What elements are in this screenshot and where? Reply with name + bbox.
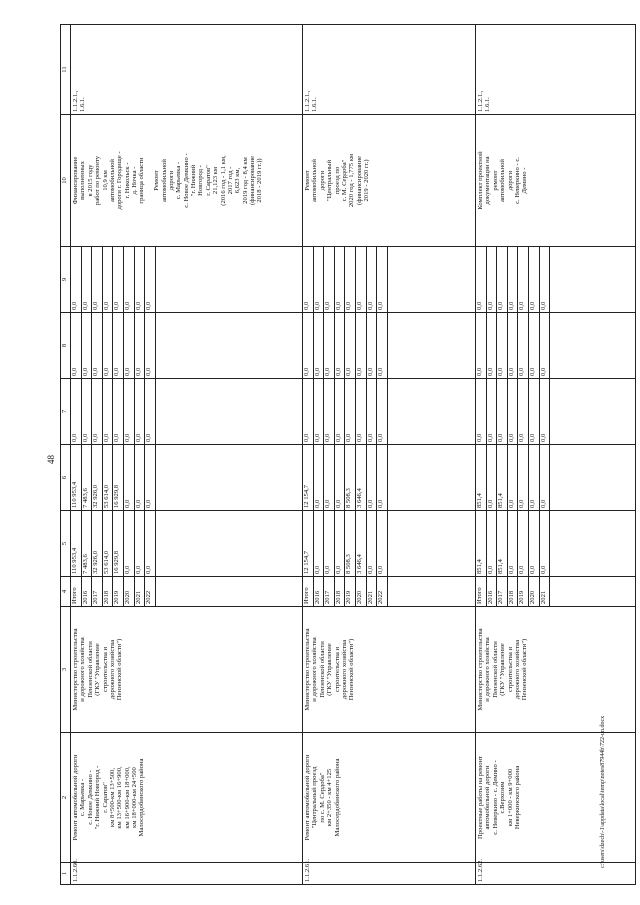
amount-column-7 <box>476 379 636 445</box>
amount-cell: 0,0 <box>507 445 518 510</box>
amount-column-9 <box>476 247 636 313</box>
amount-cell: 0,0 <box>355 247 366 312</box>
related-items: 1.1.2.1., 1.6.1. <box>476 25 636 115</box>
year-cell: Итого <box>476 577 486 606</box>
row-code: 1.1.2.60. <box>71 863 303 885</box>
amount-cell: 0,0 <box>113 247 124 312</box>
year-cell: 2016 <box>486 577 497 606</box>
col-header-9: 9 <box>61 247 71 313</box>
table-row <box>476 25 636 885</box>
amount-cell: 0,0 <box>486 445 497 510</box>
amount-cell: 0,0 <box>507 511 518 576</box>
year-column <box>71 577 303 607</box>
amount-cell: 0,0 <box>145 247 156 312</box>
amount-cell: 0,0 <box>313 511 324 576</box>
year-cell: 2022 <box>377 577 388 606</box>
amount-cell: 0,0 <box>497 247 508 312</box>
amount-cell: 8 508,3 <box>345 511 356 576</box>
col-header-1: 1 <box>61 863 71 885</box>
amount-cell: 0,0 <box>528 445 539 510</box>
amount-cell: 0,0 <box>313 445 324 510</box>
amount-cell: 851,4 <box>476 445 486 510</box>
amount-cell: 0,0 <box>366 313 377 378</box>
related-items: 1.1.2.1., 1.6.1. <box>71 25 303 115</box>
indicator-result: Комплект проектной документации на ремонт автомобильной дороги с. Неверкино - с. Демино - <box>476 115 636 247</box>
executor: Министерство строительства и дорожного хозяйства Пензенской области (ГКУ "Управление строительства и дорожного хозяйства Пензенской области") <box>303 607 476 733</box>
amount-cell: 0,0 <box>134 313 145 378</box>
amount-cell: 0,0 <box>528 313 539 378</box>
amount-column-5 <box>476 511 636 577</box>
amount-cell: 0,0 <box>145 313 156 378</box>
year-cell: 2021 <box>539 577 550 606</box>
amount-cell: 0,0 <box>366 379 377 444</box>
activity-name: Ремонт автомобильной дороги с. Марьевка - с. Новое Демкино - "г. Нижний Новгород - г. Саратов" км 8+500-км 13+500, км 13+500-км 16+900, км 16+900-км 18+000, км 18+000-км 24+500 Малосердобинского района <box>71 733 303 863</box>
amount-cell: 0,0 <box>123 313 134 378</box>
amount-column-6 <box>71 445 303 511</box>
amount-column-6 <box>303 445 476 511</box>
footer-file-path: c:\users\dzech\-1\appdata\local\temp\notes87944b\722-un.docx <box>600 715 606 868</box>
amount-cell: 0,0 <box>303 379 313 444</box>
table-row <box>71 25 303 885</box>
amount-cell: 0,0 <box>71 247 81 312</box>
rotated-table-page <box>60 25 625 885</box>
amount-cell: 0,0 <box>486 313 497 378</box>
amount-cell: 0,0 <box>313 247 324 312</box>
amount-cell: 0,0 <box>145 379 156 444</box>
row-code: 1.1.2.61. <box>303 863 476 885</box>
amount-cell: 0,0 <box>518 247 529 312</box>
amount-column-8 <box>303 313 476 379</box>
year-cell: 2017 <box>92 577 103 606</box>
amount-cell: 0,0 <box>303 313 313 378</box>
amount-cell: 0,0 <box>355 313 366 378</box>
amount-cell: 12 154,7 <box>303 511 313 576</box>
amount-cell: 0,0 <box>377 511 388 576</box>
amount-cell: 8 508,3 <box>345 445 356 510</box>
year-cell: 2019 <box>113 577 124 606</box>
amount-cell: 0,0 <box>377 379 388 444</box>
col-header-2: 2 <box>61 733 71 863</box>
year-cell: 2020 <box>123 577 134 606</box>
amount-cell: 0,0 <box>81 247 92 312</box>
amount-cell: 16 929,8 <box>113 445 124 510</box>
amount-cell: 851,4 <box>497 511 508 576</box>
amount-cell: 53 614,0 <box>102 511 113 576</box>
amount-cell: 0,0 <box>539 445 550 510</box>
year-cell: 2021 <box>366 577 377 606</box>
year-cell: 2016 <box>313 577 324 606</box>
page-number: 48 <box>46 455 56 464</box>
amount-cell: 0,0 <box>71 379 81 444</box>
year-cell: 2022 <box>145 577 156 606</box>
executor: Министерство строительства и дорожного хозяйства Пензенской области (ГКУ "Управление строительства и дорожного хозяйства Пензенской области") <box>476 607 636 733</box>
year-cell: 2016 <box>81 577 92 606</box>
amount-cell: 0,0 <box>476 379 486 444</box>
amount-cell: 0,0 <box>324 379 335 444</box>
amount-cell: 0,0 <box>528 379 539 444</box>
amount-cell: 0,0 <box>539 379 550 444</box>
amount-column-5 <box>71 511 303 577</box>
amount-cell: 0,0 <box>377 247 388 312</box>
activity-name: Проектные работы на ремонт автомобильной дороги с. Неверкино - с. Демино - с.Верхозим км 1+000 - км 9+000 Неверкинского района <box>476 733 636 863</box>
amount-cell: 0,0 <box>507 379 518 444</box>
amount-cell: 0,0 <box>486 379 497 444</box>
amount-cell: 0,0 <box>507 313 518 378</box>
year-cell: 2019 <box>345 577 356 606</box>
amount-cell: 16 929,8 <box>113 511 124 576</box>
year-cell: 2020 <box>355 577 366 606</box>
year-cell: 2021 <box>134 577 145 606</box>
amount-cell: 0,0 <box>102 379 113 444</box>
year-column <box>303 577 476 607</box>
year-cell: 2017 <box>324 577 335 606</box>
col-header-8: 8 <box>61 313 71 379</box>
amount-cell: 0,0 <box>81 379 92 444</box>
amount-cell: 0,0 <box>476 313 486 378</box>
related-items: 1.1.2.1., 1.6.1. <box>303 25 476 115</box>
amount-cell: 0,0 <box>134 247 145 312</box>
amount-cell: 0,0 <box>145 445 156 510</box>
amount-cell: 0,0 <box>518 313 529 378</box>
amount-cell: 0,0 <box>92 313 103 378</box>
amount-cell: 851,4 <box>497 445 508 510</box>
amount-cell: 0,0 <box>486 511 497 576</box>
amount-cell: 53 614,0 <box>102 445 113 510</box>
amount-cell: 0,0 <box>113 379 124 444</box>
amount-cell: 0,0 <box>134 379 145 444</box>
amount-cell: 0,0 <box>313 379 324 444</box>
amount-column-8 <box>71 313 303 379</box>
amount-cell: 0,0 <box>377 313 388 378</box>
amount-cell: 0,0 <box>518 511 529 576</box>
amount-cell: 0,0 <box>113 313 124 378</box>
amount-cell: 0,0 <box>102 313 113 378</box>
amount-cell: 0,0 <box>334 445 345 510</box>
amount-cell: 0,0 <box>366 247 377 312</box>
amount-cell: 0,0 <box>476 247 486 312</box>
amount-cell: 0,0 <box>71 313 81 378</box>
year-cell: Итого <box>71 577 81 606</box>
amount-cell: 0,0 <box>355 379 366 444</box>
amount-cell: 0,0 <box>334 511 345 576</box>
col-header-3: 3 <box>61 607 71 733</box>
amount-cell: 0,0 <box>145 511 156 576</box>
amount-cell: 0,0 <box>324 511 335 576</box>
amount-cell: 0,0 <box>345 313 356 378</box>
amount-cell: 32 926,0 <box>92 511 103 576</box>
table-row <box>303 25 476 885</box>
year-cell: 2018 <box>102 577 113 606</box>
row-code: 1.1.2.62. <box>476 863 636 885</box>
amount-cell: 3 646,4 <box>355 445 366 510</box>
amount-cell: 0,0 <box>345 247 356 312</box>
amount-column-8 <box>476 313 636 379</box>
amount-cell: 32 926,0 <box>92 445 103 510</box>
amount-cell: 0,0 <box>334 379 345 444</box>
amount-cell: 0,0 <box>518 379 529 444</box>
amount-column-5 <box>303 511 476 577</box>
amount-cell: 7 483,6 <box>81 511 92 576</box>
col-header-11: 11 <box>61 25 71 115</box>
amount-column-9 <box>303 247 476 313</box>
amount-cell: 0,0 <box>334 247 345 312</box>
year-cell: 2018 <box>507 577 518 606</box>
amount-cell: 0,0 <box>81 313 92 378</box>
executor: Министерство строительства и дорожного хозяйства Пензенской области (ГКУ "Управление строительства и дорожного хозяйства Пензенской области") <box>71 607 303 733</box>
amount-cell: 0,0 <box>123 511 134 576</box>
year-cell: 2017 <box>497 577 508 606</box>
amount-cell: 0,0 <box>507 247 518 312</box>
col-header-5: 5 <box>61 511 71 577</box>
amount-cell: 0,0 <box>324 313 335 378</box>
amount-column-7 <box>303 379 476 445</box>
program-table <box>60 24 636 885</box>
amount-cell: 0,0 <box>345 379 356 444</box>
col-header-4: 4 <box>61 577 71 607</box>
amount-cell: 0,0 <box>134 511 145 576</box>
amount-cell: 0,0 <box>497 313 508 378</box>
amount-cell: 0,0 <box>92 247 103 312</box>
amount-cell: 0,0 <box>92 379 103 444</box>
amount-cell: 110 953,4 <box>71 445 81 510</box>
year-cell: 2018 <box>334 577 345 606</box>
table-body <box>71 25 636 885</box>
amount-cell: 12 154,7 <box>303 445 313 510</box>
col-header-10: 10 <box>61 115 71 247</box>
amount-column-9 <box>71 247 303 313</box>
amount-column-7 <box>71 379 303 445</box>
amount-cell: 0,0 <box>497 379 508 444</box>
indicator-result: Ремонт автомобильной дороги "Центральный проезд по с. М. Сердоба" 2020 год - 1,775 км (финансирование 2019 - 2020 гг.) <box>303 115 476 247</box>
amount-cell: 851,4 <box>476 511 486 576</box>
amount-cell: 0,0 <box>366 511 377 576</box>
year-cell: 2019 <box>518 577 529 606</box>
col-header-6: 6 <box>61 445 71 511</box>
amount-cell: 0,0 <box>324 445 335 510</box>
year-cell: 2020 <box>528 577 539 606</box>
amount-cell: 0,0 <box>303 247 313 312</box>
amount-cell: 0,0 <box>366 445 377 510</box>
amount-cell: 0,0 <box>123 247 134 312</box>
year-column <box>476 577 636 607</box>
amount-cell: 0,0 <box>377 445 388 510</box>
amount-cell: 0,0 <box>518 445 529 510</box>
amount-cell: 0,0 <box>539 247 550 312</box>
amount-cell: 0,0 <box>134 445 145 510</box>
amount-cell: 0,0 <box>528 511 539 576</box>
year-cell: Итого <box>303 577 313 606</box>
amount-column-6 <box>476 445 636 511</box>
column-header-row <box>61 25 71 885</box>
amount-cell: 0,0 <box>313 313 324 378</box>
amount-cell: 0,0 <box>123 379 134 444</box>
amount-cell: 3 646,4 <box>355 511 366 576</box>
amount-cell: 0,0 <box>528 247 539 312</box>
amount-cell: 0,0 <box>324 247 335 312</box>
amount-cell: 0,0 <box>334 313 345 378</box>
activity-name: Ремонт автомобильной дороги "Центральный проезд по с. М. Сердоба" км 2+350 - км 4+125 Малосердобинского района <box>303 733 476 863</box>
amount-cell: 7 483,6 <box>81 445 92 510</box>
amount-cell: 0,0 <box>539 511 550 576</box>
amount-cell: 0,0 <box>486 247 497 312</box>
indicator-result: Финансирование выполненных в 2015 году работ по ремонту 10,9 км автомобильной дороги г. Городище - г. Никольск - д. Ночка - граница области Ремонт автомобильной дороги с. Марьевка - с. Новое Демкино - "г. Нижний Новгород - г. Саратов" 21,123 км (2016 год - 1,1 км, 2017 год - 6,623 км, 2019 год - 8,4 км (финансирование 2018 - 2019 гг.)) <box>71 115 303 247</box>
amount-cell: 110 953,4 <box>71 511 81 576</box>
col-header-7: 7 <box>61 379 71 445</box>
amount-cell: 0,0 <box>539 313 550 378</box>
amount-cell: 0,0 <box>102 247 113 312</box>
amount-cell: 0,0 <box>123 445 134 510</box>
